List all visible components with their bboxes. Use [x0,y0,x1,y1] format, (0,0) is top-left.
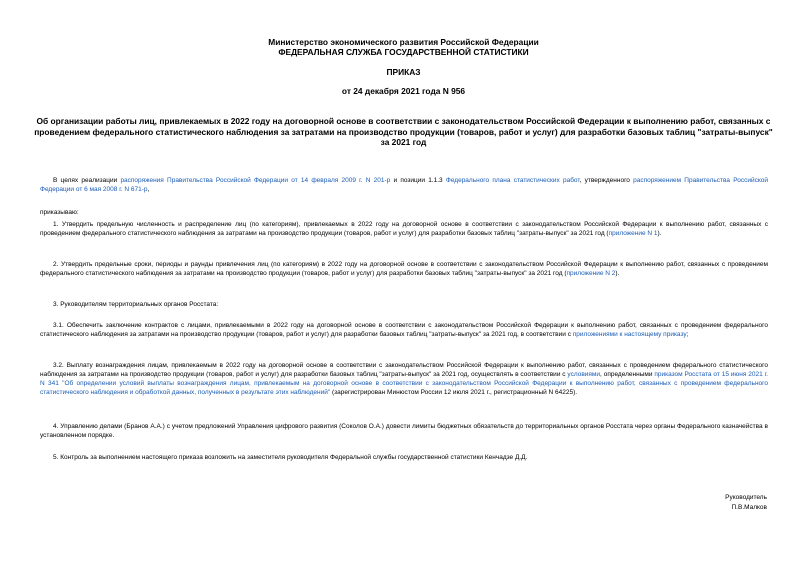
paragraph-text: 2. Утвердить предельные сроки, периоды и раунды привлечения лиц (по категориям) в 2022 году на договорной основе в соответствии с законодательством Российской Федерации к выполнению работ, связанных с проведением федерального статистического наблюдения за затратами на производство продукции (товаров, работ и услуг) для разработки базовых таблиц "затраты-выпуск" за 2021 год ( [40,261,768,278]
intro-text: , [147,186,150,194]
paragraph-text: , определенными [600,371,655,379]
link-prikaz-341[interactable]: приказом Росстата от 15 июня 2021 г. N 341 "Об определении условий выплаты вознаграждения лицам, привлекаемым на договорной основе в соответствии с законодательством Российской Федерации к выполнению работ, связанных с проведением федерального статистического наблюдения и обработкой данных, полученных в результате этих наблюдений" [40,371,768,397]
paragraph-text: 3.2. Выплату вознаграждения лицам, привлекаемым в 2022 году на договорной основе в соответствии с законодательством Российской Федерации к выполнению работ, связанных с проведением федерального статистического наблюдения за затратами на производство продукции (товаров, работ и услуг) для разработки базовых таблиц "затраты-выпуск" за 2021 год, осуществлять в соответствии с [40,362,768,379]
paragraph-2 [40,260,768,278]
link-conditions[interactable]: условиями [567,371,601,379]
document-title: Об организации работы лиц, привлекаемых в 2022 году на договорной основе в соответствии с законодательством Российской Федерации к выполнению работ, связанных с проведением федерального статистического наблюдения за затратами на производство продукции (товаров, работ и услуг) для разработки базовых таблиц "затраты-выпуск" за 2021 год [34,116,773,147]
paragraph-text: 3.1. Обеспечить заключение контрактов с лицами, привлекаемыми в 2022 году на договорной основе в соответствии с законодательством Российской Федерации к выполнению работ, связанных с проведением федерального статистического наблюдения за затратами на производство продукции (товаров, работ и услуг) для разработки базовых таблиц "затраты-выпуск" за 2021 год, в соответствии с [40,322,768,339]
link-appendix-1[interactable]: приложение N 1 [608,230,658,238]
service-name: ФЕДЕРАЛЬНАЯ СЛУЖБА ГОСУДАРСТВЕННОЙ СТАТИСТИКИ [278,47,529,57]
paragraph-text: ; [686,331,689,339]
intro-paragraph [40,176,768,194]
signature-position: Руководитель [725,494,767,501]
paragraph-text: 1. Утвердить предельную численность и распределение лиц (по категориям), привлекаемых в 2022 году на договорной основе в соответствии с законодательством Российской Федерации к выполнению работ, связанных с проведением федерального статистического наблюдения за затратами на производство продукции (товаров, работ и услуг) для разработки базовых таблиц "затраты-выпуск" за 2021 год ( [40,221,768,238]
link-rasporyazhenie-671r[interactable]: распоряжением Правительства Российской Федерации от 6 мая 2008 г. N 671-р [40,177,769,194]
link-federal-plan[interactable]: Федерального плана статистических работ [445,177,580,184]
signature-name: П.В.Малков [731,504,767,511]
paragraph-text: ). [657,230,662,238]
paragraph-text: (зарегистрирован Минюстом России 12 июля 2021 г., регистрационный N 64225). [330,389,578,397]
paragraph-3: 3. Руководителям территориальных органов Росстата: [53,301,219,308]
document-type: ПРИКАЗ [386,67,421,77]
ministry-name: Министерство экономического развития Российской Федерации [268,37,539,47]
paragraph-1 [40,220,768,238]
intro-text: В целях реализации [53,177,121,184]
intro-text: и позиции 1.1.3 [390,177,446,184]
paragraph-3-1 [40,321,768,339]
document-date: от 24 декабря 2021 года N 956 [341,86,466,96]
paragraph-3-2 [40,361,768,397]
link-rasporyazhenie-201r[interactable]: распоряжения Правительства Российской Федерации от 14 февраля 2009 г. N 201-р [120,177,391,184]
paragraph-5: 5. Контроль за выполнением настоящего приказа возложить на заместителя руководителя Федеральной службы государственной статистики Кенчадзе Д.Д. [53,454,528,461]
link-appendix-2[interactable]: приложение N 2 [566,270,616,278]
order-word: приказываю: [40,209,79,216]
paragraph-text: ). [615,270,620,278]
intro-text: , утвержденного [579,177,634,184]
paragraph-4: 4. Управлению делами (Бранов А.А.) с учетом предложений Управления цифрового развития (Соколов О.А.) довести лимиты бюджетных обязательств до территориальных органов Росстата через органы Федерального казначейства в установленном порядке. [40,423,768,440]
link-appendices[interactable]: приложениями к настоящему приказу [572,331,687,339]
